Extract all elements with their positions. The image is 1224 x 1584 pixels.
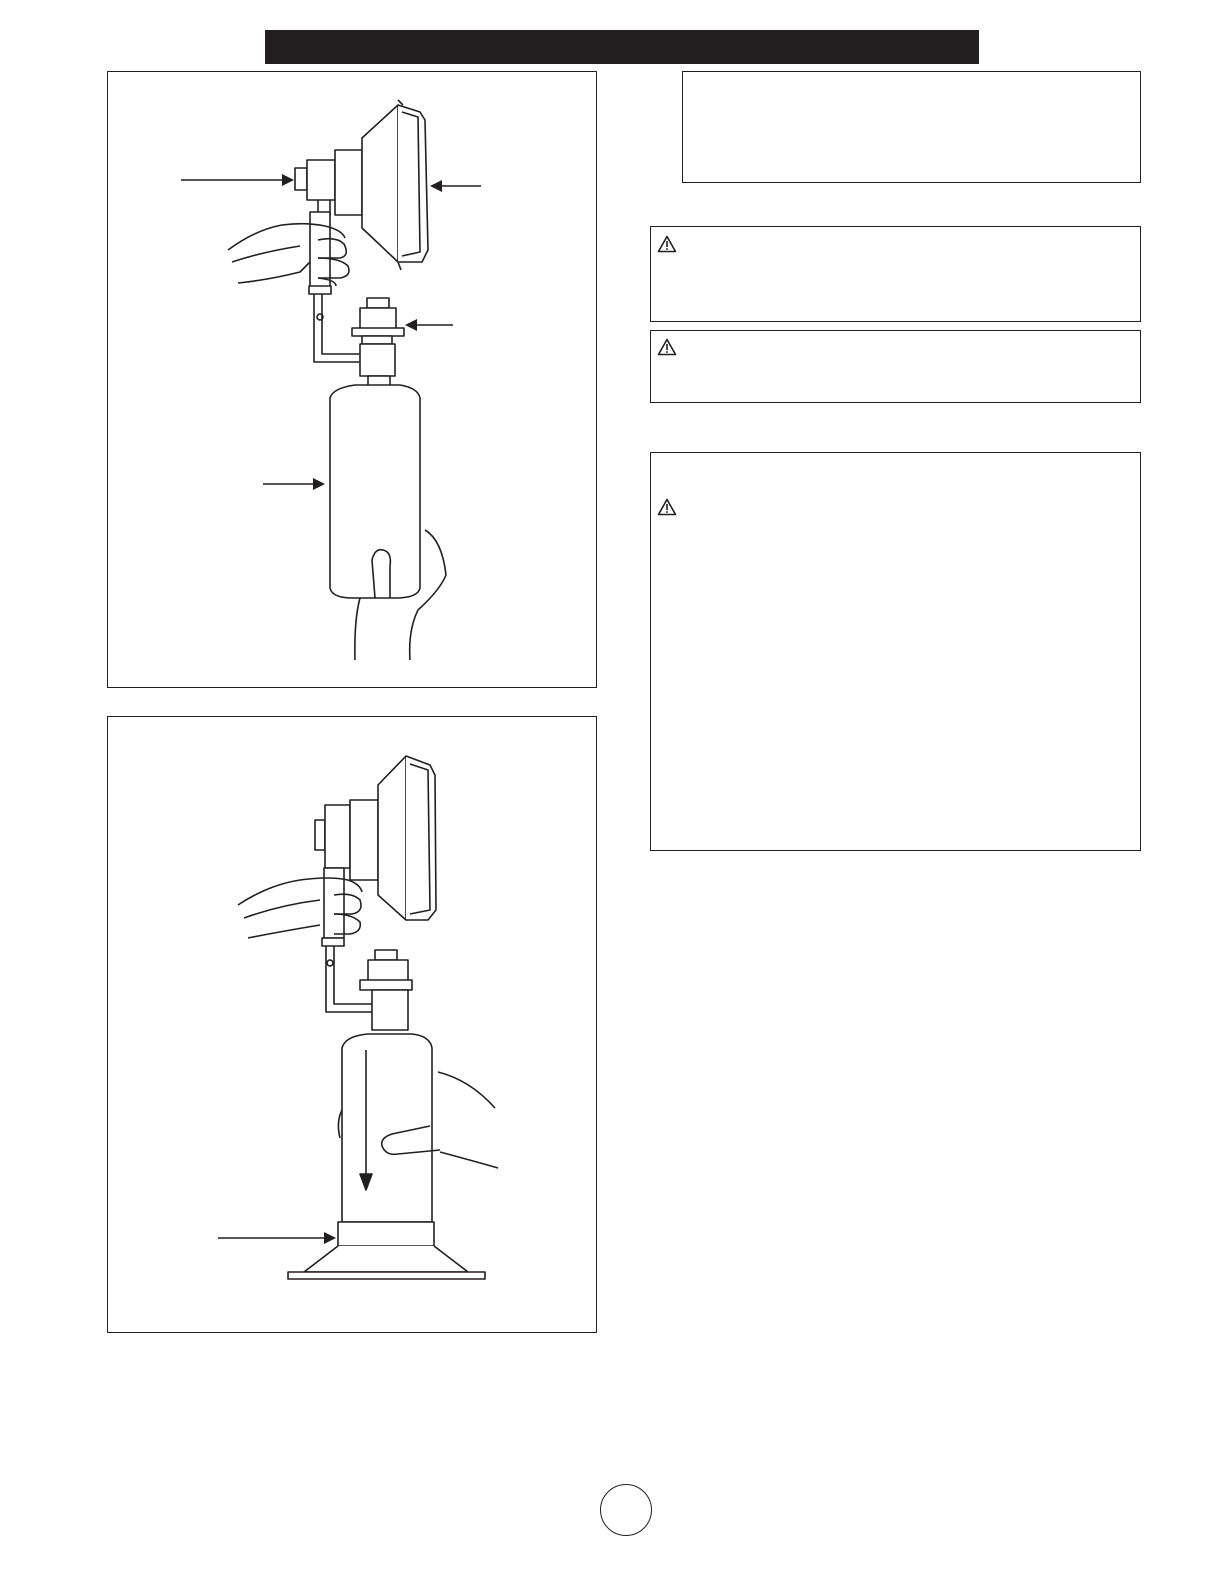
figure-2-drawing [238, 756, 498, 1279]
figure-1-drawing [228, 100, 446, 660]
page-number-circle [600, 1484, 652, 1536]
